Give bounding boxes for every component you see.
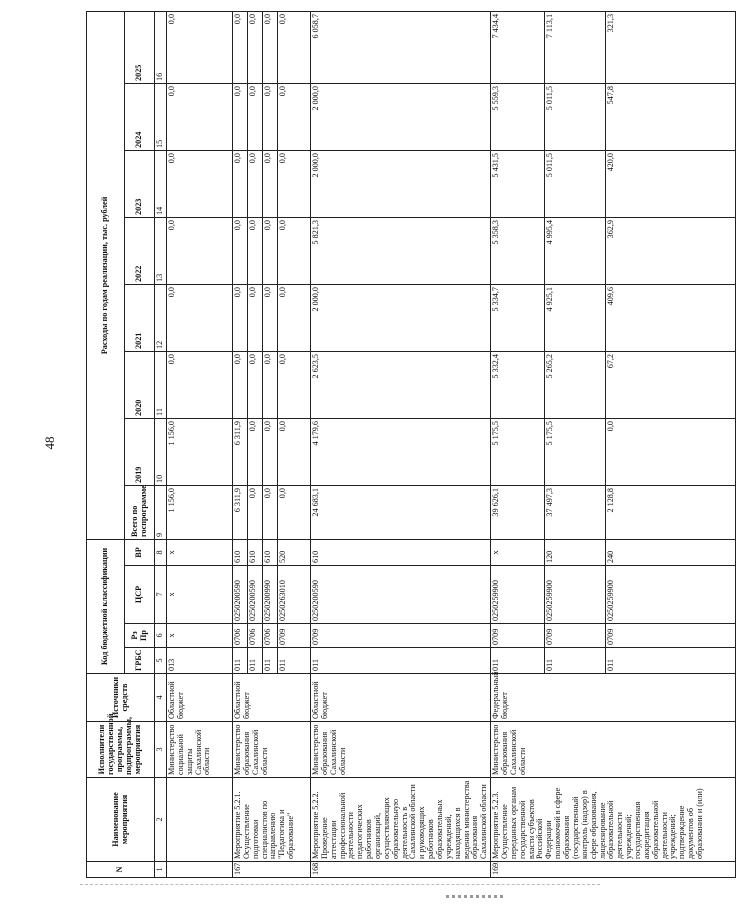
year-value: 0,0	[233, 351, 248, 418]
year-value: 4 925,1	[545, 284, 606, 351]
year-value: 0,0	[263, 83, 278, 150]
grbs-code: 011	[233, 648, 248, 674]
total-value: 0,0	[278, 485, 311, 539]
vr-code: 120	[545, 539, 606, 565]
year-value: 0,0	[263, 11, 278, 83]
row-number: 169.	[491, 862, 736, 878]
year-value: 1 156,0	[167, 418, 233, 485]
grbs-code: 011	[248, 648, 263, 674]
year-value: 2 000,0	[311, 83, 491, 150]
csr-code: 0250259900	[606, 566, 736, 624]
header-year: 2021	[125, 284, 155, 351]
year-value: 5 175,5	[545, 418, 606, 485]
column-number: 6	[155, 624, 167, 648]
rzpr-code: 0706	[233, 624, 248, 648]
csr-code: 0250200990	[263, 566, 278, 624]
rzpr-code: x	[167, 624, 233, 648]
table-row	[167, 11, 233, 877]
total-value: 6 311,9	[233, 485, 248, 539]
column-number: 1	[155, 862, 167, 878]
header-executor: Исполнители государственной программы, подпрограммы, мероприятия	[87, 722, 155, 778]
page-number: 48	[42, 436, 57, 450]
column-number: 3	[155, 722, 167, 778]
column-number: 14	[155, 150, 167, 217]
vr-code: 610	[311, 539, 491, 565]
rzpr-code: 0706	[263, 624, 278, 648]
header-csr: ЦСР	[125, 566, 155, 624]
funding-source: Областной бюджет	[311, 674, 491, 722]
executor: Министерство образования Сахалинской области	[491, 722, 736, 778]
column-number: 11	[155, 351, 167, 418]
funding-source: Федеральный бюджет	[491, 674, 736, 722]
grbs-code: 011	[491, 648, 545, 674]
column-number: 5	[155, 648, 167, 674]
year-value: 5 011,5	[545, 83, 606, 150]
year-value: 7 113,1	[545, 11, 606, 83]
column-number: 9	[155, 485, 167, 539]
year-value: 5 559,3	[491, 83, 545, 150]
year-value: 2 000,0	[311, 150, 491, 217]
year-value: 420,0	[606, 150, 736, 217]
header-grbs: ГРБС	[125, 648, 155, 674]
grbs-code: 011	[263, 648, 278, 674]
year-value: 0,0	[167, 217, 233, 284]
csr-code: x	[167, 566, 233, 624]
header-num: N	[87, 862, 155, 878]
total-value: 37 497,3	[545, 485, 606, 539]
grbs-code: 011	[545, 648, 606, 674]
year-value: 0,0	[278, 418, 311, 485]
executor: Министерство образования Сахалинской области	[233, 722, 311, 778]
year-value: 0,0	[278, 150, 311, 217]
vr-code: 610	[248, 539, 263, 565]
year-value: 0,0	[278, 83, 311, 150]
year-value: 5 358,3	[491, 217, 545, 284]
year-value: 7 434,4	[491, 11, 545, 83]
header-rzpr: Рз Пр	[125, 624, 155, 648]
year-value: 5 265,2	[545, 351, 606, 418]
row-number	[167, 862, 233, 878]
year-value: 5 334,7	[491, 284, 545, 351]
total-value: 0,0	[248, 485, 263, 539]
year-value: 4 995,4	[545, 217, 606, 284]
column-number: 2	[155, 778, 167, 862]
measure-name	[167, 778, 233, 862]
funding-source: Областной бюджет	[167, 674, 233, 722]
rotated-table-container	[86, 12, 704, 878]
scan-artifact	[446, 895, 506, 898]
scan-edge-line	[80, 884, 600, 886]
year-value: 321,3	[606, 11, 736, 83]
year-value: 0,0	[263, 284, 278, 351]
year-value: 0,0	[167, 11, 233, 83]
year-value: 2 623,5	[311, 351, 491, 418]
year-value: 2 000,0	[311, 284, 491, 351]
year-value: 409,6	[606, 284, 736, 351]
csr-code: 0250200590	[248, 566, 263, 624]
year-value: 5 821,3	[311, 217, 491, 284]
header-year: 2022	[125, 217, 155, 284]
year-value: 0,0	[233, 217, 248, 284]
year-value: 0,0	[606, 418, 736, 485]
rzpr-code: 0709	[606, 624, 736, 648]
column-number: 13	[155, 217, 167, 284]
column-number: 10	[155, 418, 167, 485]
header-year: 2019	[125, 418, 155, 485]
column-number: 12	[155, 284, 167, 351]
vr-code: x	[167, 539, 233, 565]
total-value: 24 683,1	[311, 485, 491, 539]
year-value: 5 175,5	[491, 418, 545, 485]
column-numbers-row	[155, 11, 167, 877]
year-value: 6 311,9	[233, 418, 248, 485]
year-value: 0,0	[233, 83, 248, 150]
year-value: 0,0	[233, 150, 248, 217]
csr-code: 0250263010	[278, 566, 311, 624]
column-number: 15	[155, 83, 167, 150]
funding-source: Областной бюджет	[233, 674, 311, 722]
year-value: 0,0	[278, 11, 311, 83]
grbs-code: 011	[311, 648, 491, 674]
measure-name: Мероприятие 5.2.1. Осуществление подготовки специалистов по направлению "Педагогика и образование"	[233, 778, 311, 862]
year-value: 0,0	[233, 11, 248, 83]
table-row	[491, 11, 545, 877]
grbs-code: 011	[278, 648, 311, 674]
header-year: 2025	[125, 11, 155, 83]
year-value: 67,2	[606, 351, 736, 418]
year-value: 5 431,5	[491, 150, 545, 217]
budget-table	[86, 11, 736, 878]
total-value: 1 156,0	[167, 485, 233, 539]
header-year: 2023	[125, 150, 155, 217]
csr-code: 0250200590	[233, 566, 248, 624]
year-value: 0,0	[233, 284, 248, 351]
rzpr-code: 0706	[248, 624, 263, 648]
total-value: 2 128,8	[606, 485, 736, 539]
year-value: 0,0	[278, 217, 311, 284]
year-value: 0,0	[263, 418, 278, 485]
header-expenses: Расходы по годам реализации, тыс. рублей	[87, 11, 125, 539]
vr-code: 610	[263, 539, 278, 565]
year-value: 0,0	[263, 217, 278, 284]
grbs-code: 013	[167, 648, 233, 674]
measure-name: Мероприятие 5.2.2. Проведение аттестации профессиональной деятельности педагогических работников организаций, осуществляющих образовательную деятельность в Сахалинской области и руководящих работников образовательных учреждений, находящихся в ведении министерства образования Сахалинской области	[311, 778, 491, 862]
table-row	[311, 11, 491, 877]
vr-code: 240	[606, 539, 736, 565]
csr-code: 0250259900	[545, 566, 606, 624]
executor: Министерство социальной защиты Сахалинской области	[167, 722, 233, 778]
header-total: Всего по госпрограмме	[125, 485, 155, 539]
year-value: 0,0	[248, 11, 263, 83]
year-value: 0,0	[248, 150, 263, 217]
column-number: 8	[155, 539, 167, 565]
year-value: 0,0	[167, 351, 233, 418]
rzpr-code: 0709	[545, 624, 606, 648]
year-value: 547,8	[606, 83, 736, 150]
year-value: 5 011,5	[545, 150, 606, 217]
year-value: 0,0	[167, 150, 233, 217]
year-value: 0,0	[248, 418, 263, 485]
header-vr: ВР	[125, 539, 155, 565]
executor: Министерство образования Сахалинской области	[311, 722, 491, 778]
year-value: 0,0	[278, 284, 311, 351]
rzpr-code: 0709	[278, 624, 311, 648]
rzpr-code: 0709	[311, 624, 491, 648]
year-value: 0,0	[278, 351, 311, 418]
csr-code: 0250259900	[491, 566, 545, 624]
total-value: 39 626,1	[491, 485, 545, 539]
column-number: 16	[155, 11, 167, 83]
grbs-code: 011	[606, 648, 736, 674]
year-value: 4 179,6	[311, 418, 491, 485]
column-number: 4	[155, 674, 167, 722]
vr-code: 610	[233, 539, 248, 565]
year-value: 0,0	[263, 150, 278, 217]
header-source: Источники средств	[87, 674, 155, 722]
year-value: 6 058,7	[311, 11, 491, 83]
year-value: 5 332,4	[491, 351, 545, 418]
year-value: 0,0	[248, 351, 263, 418]
vr-code: 520	[278, 539, 311, 565]
header-year: 2020	[125, 351, 155, 418]
header-budget-code: Код бюджетной классификации	[87, 539, 125, 673]
year-value: 0,0	[167, 83, 233, 150]
year-value: 0,0	[248, 83, 263, 150]
year-value: 362,9	[606, 217, 736, 284]
year-value: 0,0	[263, 351, 278, 418]
table-row	[233, 11, 248, 877]
year-value: 0,0	[248, 217, 263, 284]
measure-name: Мероприятие 5.2.3. Осуществление переданных органам государственной власти субъектов Российской Федерации полномочий в сфере образования (государственный контроль (надзор) в сфере образования, лицензирование образовательной деятельности учреждений; государственная аккредитация образовательной деятельности учреждений; подтверждение документов об образовании и (или)	[491, 778, 736, 862]
total-value: 0,0	[263, 485, 278, 539]
rzpr-code: 0709	[491, 624, 545, 648]
column-number: 7	[155, 566, 167, 624]
year-value: 0,0	[167, 284, 233, 351]
row-number: 167.	[233, 862, 311, 878]
year-value: 0,0	[248, 284, 263, 351]
vr-code: x	[491, 539, 545, 565]
row-number: 168.	[311, 862, 491, 878]
header-name: Наименование мероприятия	[87, 778, 155, 862]
csr-code: 0250200590	[311, 566, 491, 624]
header-year: 2024	[125, 83, 155, 150]
